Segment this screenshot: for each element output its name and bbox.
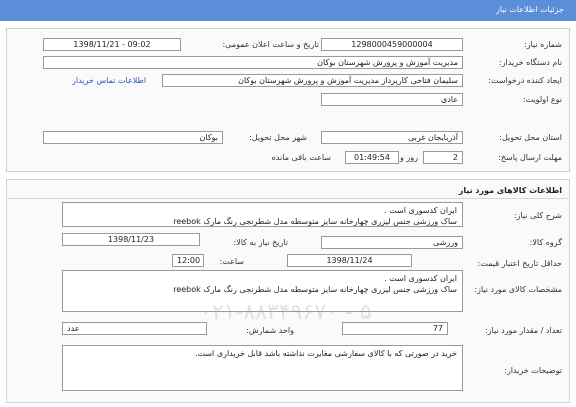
buyer-org-label: نام دستگاه خریدار: [499,58,562,67]
quantity-label: تعداد / مقدار مورد نیاز: [484,326,562,335]
need-date-label: تاریخ نیاز به کالا: [233,238,288,247]
need-number-field[interactable]: 1298000459000004 [321,38,463,51]
need-date-field[interactable]: 1398/11/23 [62,233,200,246]
buyer-org-field[interactable]: مدیریت آموزش و پرورش شهرستان بوکان [43,56,463,69]
announce-date-field[interactable]: 1398/11/21 - 09:02 [43,38,181,51]
hour-field[interactable]: 12:00 [172,254,204,267]
goods-group-label: گروه کالا: [529,238,562,247]
reply-deadline-label: مهلت ارسال پاسخ: [498,153,562,162]
price-validity-label: حداقل تاریخ اعتبار قیمت: [477,259,562,268]
summary-textarea[interactable] [62,202,463,227]
request-creator-label: ایجاد کننده درخواست: [488,76,562,85]
buyer-notes-label: توضیحات خریدار: [504,366,562,375]
announce-date-label: تاریخ و ساعت اعلان عمومی: [222,40,319,49]
goods-section-title: اطلاعات کالاهای مورد نیاز [458,186,562,195]
summary-line-2: ساک ورزشی جنس لیزری چهارخانه سایز متوسطه مدل شطرنجی رنگ مارک reebok [173,217,457,226]
priority-field[interactable]: عادی [321,93,463,106]
page-title: جزئیات اطلاعات نیاز [495,5,564,14]
hours-remaining-label: ساعت باقی مانده [271,153,331,162]
buyer-contact-link[interactable]: اطلاعات تماس خریدار [72,76,147,85]
request-creator-field[interactable]: سلیمان فتاحی کارپرداز مدیریت آموزش و پرورش شهرستان بوکان [162,74,463,87]
summary-line-1: ایران کدسوری است . [384,206,457,215]
quantity-field[interactable]: 77 [342,322,448,335]
watermark-text: ۰۲۱-۸۸۳۴۹۶۷۰ - ۵ [200,300,372,325]
delivery-city-field[interactable]: بوکان [43,131,223,144]
goods-group-field[interactable]: ورزشی [321,236,463,249]
summary-label: شرح کلی نیاز: [513,211,562,220]
goods-spec-label: مشخصات کالای مورد نیاز: [474,285,562,294]
hour-label: ساعت: [219,257,244,266]
unit-field[interactable]: عدد [62,322,207,335]
days-remaining-field[interactable]: 2 [423,151,463,164]
price-validity-date-field[interactable]: 1398/11/24 [287,254,412,267]
delivery-city-label: شهر محل تحویل: [249,133,307,142]
section-divider [8,198,568,199]
day-and-label: روز و [400,153,418,162]
need-number-label: شماره نیاز: [524,40,562,49]
delivery-province-field[interactable]: آذربایجان غربی [321,131,463,144]
time-remaining-field[interactable]: 01:49:54 [345,151,399,164]
priority-label: نوع اولویت: [522,95,562,104]
buyer-notes-textarea[interactable]: خرید در صورتی که با کالای سفارشی مغایرت نداشته باشد قابل خریداری است. [62,345,463,391]
delivery-province-label: استان محل تحویل: [499,133,562,142]
unit-label: واحد شمارش: [246,326,294,335]
page-header [0,0,576,21]
spec-line-1: ایران کدسوری است . [384,274,457,283]
spec-line-2: ساک ورزشی جنس لیزری چهارخانه سایز متوسطه مدل شطرنجی رنگ مارک reebok [173,285,457,294]
